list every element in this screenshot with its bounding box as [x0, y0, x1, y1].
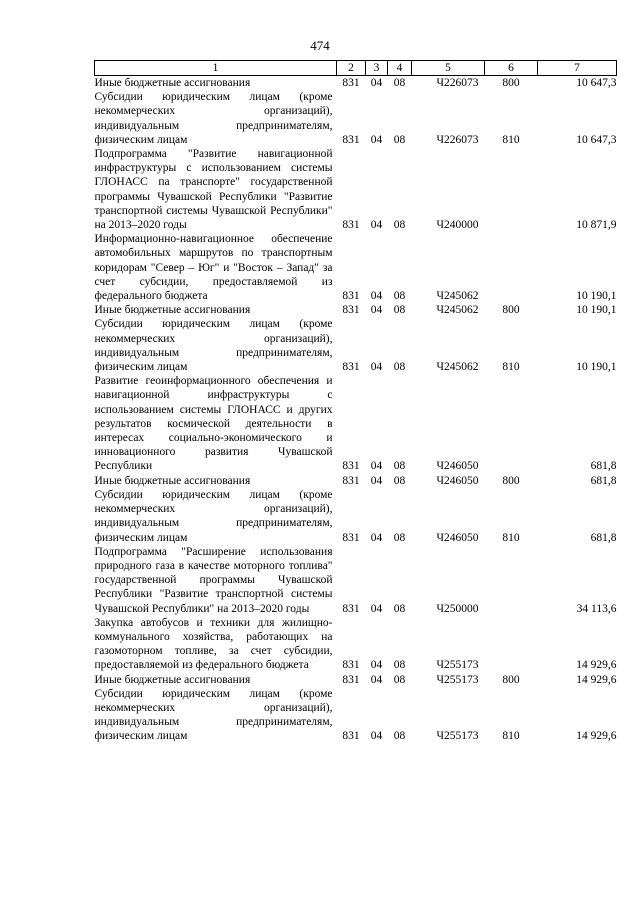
item-name-cell: Субсидии юридическим лицам (кроме некоммерческих организаций), индивидуальным предпринимателям, физическим лицам [94, 687, 333, 743]
table-row [95, 474, 617, 488]
item-name-cell: Иные бюджетные ассигнования [94, 673, 251, 686]
table-row [95, 76, 617, 91]
table-row [95, 488, 617, 545]
subsection-code-cell: 08 [393, 460, 406, 473]
item-name-cell: Подпрограмма "Развитие навигационной инфраструктуры с использованием системы ГЛОНАСС па транспорте" государственной программы Чувашской Республики "Развитие транспортной системы Чувашской Республики" на 2013–2020 годы [94, 148, 333, 232]
table-row [95, 545, 617, 616]
item-name-cell: Информационно-навигационное обеспечение автомобильных маршрутов по транспортным коридорам "Север – Юг" и "Восток – Запад" за счет субсидии, предоставляемой из федерального бюджета [94, 233, 333, 303]
target-article-cell: Ч246050 [436, 460, 479, 473]
ministry-code-cell: 831 [342, 531, 360, 544]
amount-cell: 681,8 [590, 531, 617, 544]
expense-type-cell: 800 [502, 474, 520, 487]
expense-type-cell: 810 [502, 730, 520, 743]
ministry-code-cell: 831 [342, 290, 360, 303]
table-row [95, 317, 617, 374]
ministry-code-cell: 831 [342, 460, 360, 473]
subsection-code-cell: 08 [393, 730, 406, 743]
table-row [95, 303, 617, 317]
section-code-cell: 04 [370, 219, 383, 232]
expense-type-cell [485, 147, 538, 232]
item-name-cell: Закупка автобусов и техники для жилищно-коммунального хозяйства, работающих на газомоторном топливе, за счет субсидии, предоставляемой из федерального бюджета [94, 616, 333, 672]
amount-cell: 10 190,1 [576, 361, 617, 374]
target-article-cell: Ч255173 [436, 730, 479, 743]
ministry-code-cell: 831 [342, 673, 360, 686]
budget-table [94, 60, 617, 744]
ministry-code-cell: 831 [342, 133, 360, 146]
subsection-code-cell: 08 [393, 659, 406, 672]
section-code-cell: 04 [370, 659, 383, 672]
table-row [95, 673, 617, 687]
expense-type-cell: 810 [502, 531, 520, 544]
target-article-cell: Ч245062 [436, 290, 479, 303]
amount-cell: 10 647,3 [576, 77, 617, 89]
target-article-cell: Ч245062 [436, 304, 479, 317]
subsection-code-cell: 08 [393, 673, 406, 686]
amount-cell: 10 647,3 [576, 133, 617, 146]
target-article-cell: Ч240000 [436, 219, 479, 232]
table-row [95, 147, 617, 232]
column-header: 1 [95, 61, 337, 76]
table-row [95, 232, 617, 303]
column-header: 4 [388, 61, 412, 76]
section-code-cell: 04 [370, 460, 383, 473]
table-row [95, 90, 617, 147]
page-number: 474 [310, 38, 330, 53]
expense-type-cell [485, 545, 538, 616]
subsection-code-cell: 08 [393, 133, 406, 146]
target-article-cell: Ч246050 [436, 474, 479, 487]
table-row [95, 687, 617, 744]
item-name-cell: Иные бюджетные ассигнования [94, 474, 251, 487]
table-row [95, 616, 617, 673]
amount-cell: 34 113,6 [576, 602, 617, 615]
subsection-code-cell: 08 [393, 290, 406, 303]
section-code-cell: 04 [370, 290, 383, 303]
item-name-cell: Иные бюджетные ассигнования [94, 77, 251, 89]
subsection-code-cell: 08 [393, 474, 406, 487]
column-header: 7 [538, 61, 617, 76]
amount-cell: 681,8 [590, 460, 617, 473]
section-code-cell: 04 [370, 133, 383, 146]
amount-cell: 10 190,1 [576, 290, 617, 303]
item-name-cell: Субсидии юридическим лицам (кроме некоммерческих организаций), индивидуальным предпринимателям, физическим лицам [94, 318, 333, 374]
ministry-code-cell: 831 [342, 304, 360, 317]
ministry-code-cell: 831 [342, 659, 360, 672]
section-code-cell: 04 [370, 602, 383, 615]
table-row [95, 374, 617, 473]
expense-type-cell: 800 [502, 304, 520, 317]
ministry-code-cell: 831 [342, 361, 360, 374]
column-header: 2 [337, 61, 366, 76]
column-header: 6 [485, 61, 538, 76]
section-code-cell: 04 [370, 77, 383, 89]
section-code-cell: 04 [370, 673, 383, 686]
amount-cell: 10 190,1 [576, 304, 617, 317]
target-article-cell: Ч226073 [436, 77, 479, 89]
item-name-cell: Развитие геоинформационного обеспечения и навигационной инфраструктуры с использованием системы ГЛОНАСС и других результатов космической деятельности в интересах социально-экономического и инновационного развития Чувашской Республики [94, 375, 333, 473]
subsection-code-cell: 08 [393, 602, 406, 615]
target-article-cell: Ч250000 [436, 602, 479, 615]
amount-cell: 14 929,6 [576, 730, 617, 743]
expense-type-cell: 810 [502, 133, 520, 146]
ministry-code-cell: 831 [342, 219, 360, 232]
section-code-cell: 04 [370, 474, 383, 487]
section-code-cell: 04 [370, 304, 383, 317]
item-name-cell: Субсидии юридическим лицам (кроме некоммерческих организаций), индивидуальным предпринимателям, физическим лицам [94, 488, 333, 544]
subsection-code-cell: 08 [393, 304, 406, 317]
header-row [95, 61, 617, 76]
expense-type-cell: 800 [502, 673, 520, 686]
amount-cell: 14 929,6 [576, 673, 617, 686]
target-article-cell: Ч255173 [436, 659, 479, 672]
table-body [95, 76, 617, 744]
column-header: 5 [412, 61, 485, 76]
section-code-cell: 04 [370, 730, 383, 743]
target-article-cell: Ч245062 [436, 361, 479, 374]
subsection-code-cell: 08 [393, 219, 406, 232]
item-name-cell: Подпрограмма "Расширение использования природного газа в качестве моторного топлива" государственной программы Чувашской Республики "Развитие транспортной системы Чувашской Республики" на 2013–2020 годы [94, 545, 333, 615]
expense-type-cell [485, 374, 538, 473]
amount-cell: 681,8 [590, 474, 617, 487]
ministry-code-cell: 831 [342, 730, 360, 743]
amount-cell: 10 871,9 [576, 219, 617, 232]
section-code-cell: 04 [370, 531, 383, 544]
target-article-cell: Ч226073 [436, 133, 479, 146]
target-article-cell: Ч255173 [436, 673, 479, 686]
item-name-cell: Субсидии юридическим лицам (кроме некоммерческих организаций), индивидуальным предпринимателям, физическим лицам [94, 91, 333, 146]
ministry-code-cell: 831 [342, 77, 360, 89]
subsection-code-cell: 08 [393, 361, 406, 374]
expense-type-cell: 810 [502, 361, 520, 374]
column-header: 3 [366, 61, 388, 76]
target-article-cell: Ч246050 [436, 531, 479, 544]
item-name-cell: Иные бюджетные ассигнования [94, 304, 251, 317]
subsection-code-cell: 08 [393, 77, 406, 89]
expense-type-cell [485, 616, 538, 673]
expense-type-cell: 800 [502, 77, 520, 89]
expense-type-cell [485, 232, 538, 303]
ministry-code-cell: 831 [342, 474, 360, 487]
table-header [95, 61, 617, 76]
section-code-cell: 04 [370, 361, 383, 374]
ministry-code-cell: 831 [342, 602, 360, 615]
subsection-code-cell: 08 [393, 531, 406, 544]
amount-cell: 14 929,6 [576, 659, 617, 672]
